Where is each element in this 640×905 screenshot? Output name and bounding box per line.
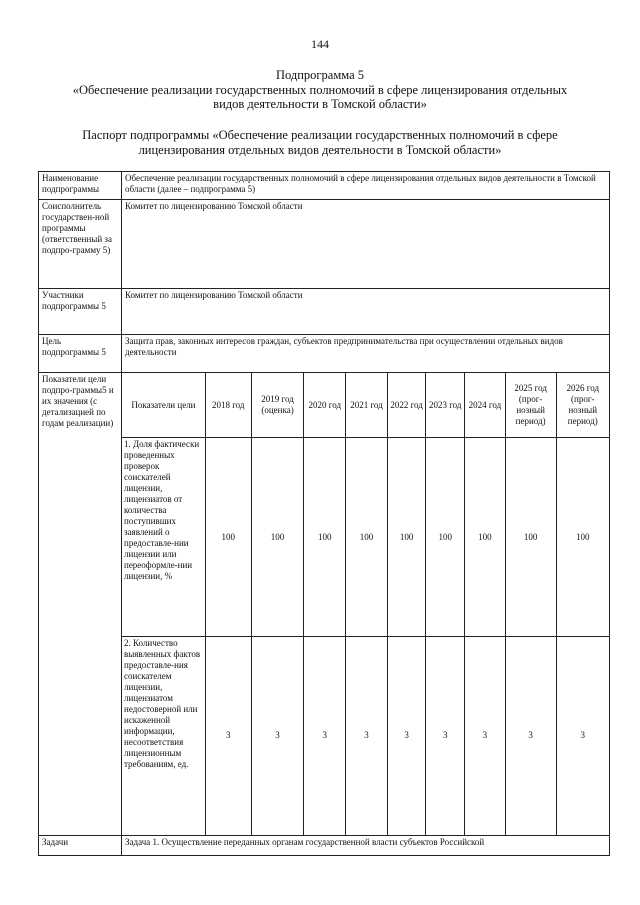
passport-table [38,171,610,856]
indicator-value: 100 [304,438,346,637]
subprogram-title-line1: Подпрограмма 5 [275,68,365,82]
row-label: Показатели цели подпро-граммы5 и их значения (с детализацией по годам реализации) [39,373,122,836]
indicator-value: 100 [556,438,609,637]
row-label: Задачи [39,835,122,855]
row-coexecutor [39,200,610,289]
header-2020: 2020 год [304,373,346,438]
passport-title [60,128,580,157]
header-2023: 2023 год [426,373,465,438]
indicator-value: 100 [387,438,426,637]
row-value: Комитет по лицензированию Томской области [122,289,610,335]
indicator-row-1 [122,438,609,637]
indicators-cell [122,373,610,836]
header-2019: 2019 год (оценка) [251,373,304,438]
header-2021: 2021 год [346,373,388,438]
indicator-value: 3 [346,637,388,835]
indicator-value: 100 [251,438,304,637]
indicator-value: 3 [465,637,506,835]
subprogram-title [60,68,580,112]
indicator-value: 100 [346,438,388,637]
indicator-value: 3 [505,637,556,835]
indicator-row-2 [122,637,609,835]
indicator-value: 100 [426,438,465,637]
indicator-name: 1. Доля фактически проведенных проверок соискателей лицензии, лицензиатов от количества поступивших заявлений о предоставле-нии лицензии или переоформле-нии лицензии, % [122,438,205,637]
header-2025: 2025 год (прог-нозный период) [505,373,556,438]
indicator-value: 3 [387,637,426,835]
row-tasks [39,835,610,855]
indicator-value: 100 [505,438,556,637]
indicators-header-row [122,373,609,438]
row-label: Соисполнитель государствен-ной программы (ответственный за подпро-грамму 5) [39,200,122,289]
row-goal [39,335,610,373]
indicator-value: 3 [304,637,346,835]
row-indicators [39,373,610,836]
indicator-value: 3 [205,637,251,835]
indicators-table [122,373,609,835]
header-indicator: Показатели цели [122,373,205,438]
subprogram-title-line2: «Обеспечение реализации государственных полномочий в сфере лицензирования отдельных [72,82,568,97]
header-2024: 2024 год [465,373,506,438]
passport-title-line2: лицензирования отдельных видов деятельности в Томской области» [138,142,502,157]
indicator-value: 3 [556,637,609,835]
row-value: Комитет по лицензированию Томской области [122,200,610,289]
row-name [39,172,610,200]
row-label: Цель подпрограммы 5 [39,335,122,373]
row-label: Участники подпрограммы 5 [39,289,122,335]
passport-title-line1: Паспорт подпрограммы «Обеспечение реализации государственных полномочий в сфере [82,128,558,142]
indicator-value: 100 [465,438,506,637]
indicator-value: 3 [426,637,465,835]
indicator-value: 3 [251,637,304,835]
subprogram-title-line3: видов деятельности в Томской области» [213,97,427,111]
row-value: Задача 1. Осуществление переданных органам государственной власти субъектов Российской [122,835,610,855]
header-2026: 2026 год (прог-нозный период) [556,373,609,438]
header-2022: 2022 год [387,373,426,438]
row-label: Наименование подпрограммы [39,172,122,200]
page-number: 144 [311,37,329,51]
row-value: Обеспечение реализации государственных полномочий в сфере лицензирования отдельных видов деятельности в Томской области (далее – подпрограмма 5) [122,172,610,200]
row-value: Защита прав, законных интересов граждан, субъектов предпринимательства при осуществлении отдельных видов деятельности [122,335,610,373]
header-2018: 2018 год [205,373,251,438]
indicator-name: 2. Количество выявленных фактов предоставле-ния соискателем лицензии, лицензиатом недостоверной или искаженной информации, несоответствия лицензионным требованиям, ед. [122,637,205,835]
row-participants [39,289,610,335]
indicator-value: 100 [205,438,251,637]
